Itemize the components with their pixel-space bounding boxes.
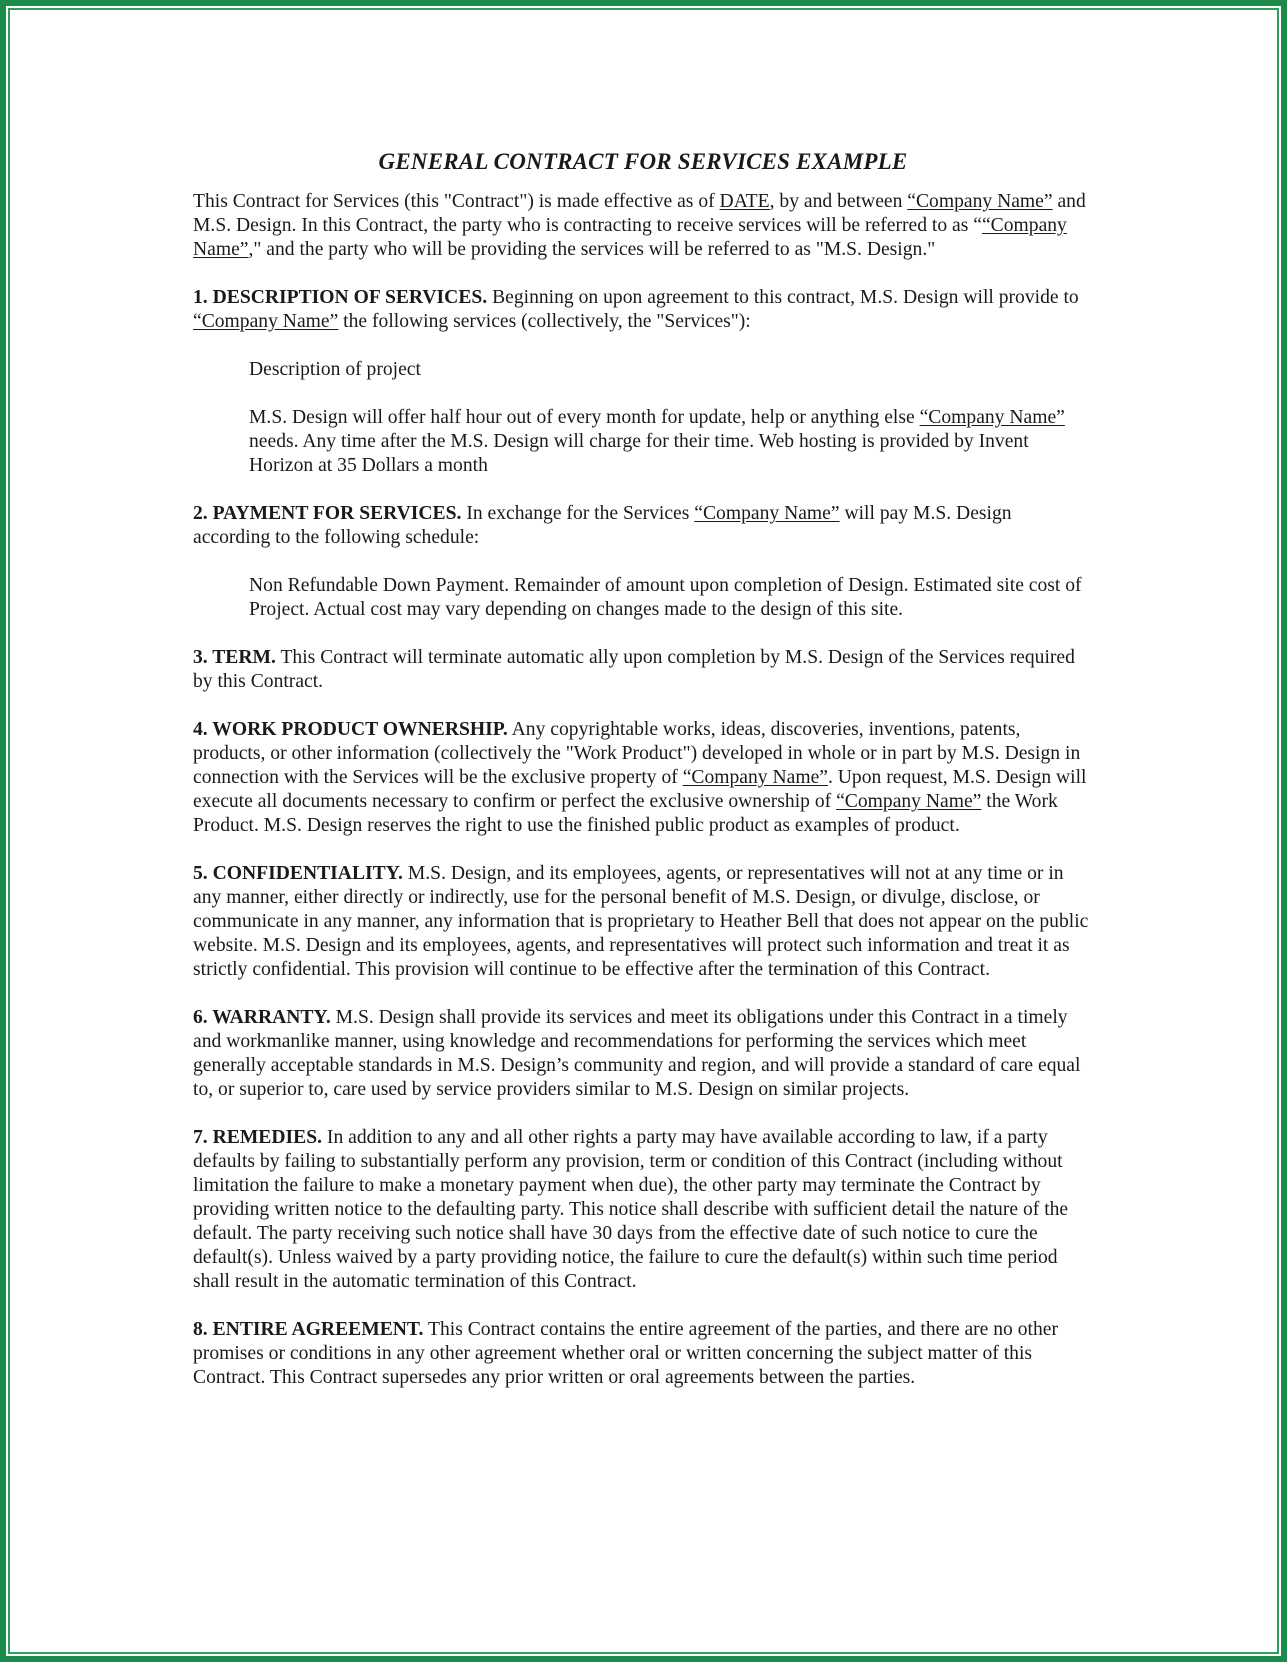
intro-paragraph: This Contract for Services (this "Contract") is made effective as of DATE, by and between “Company Name” and M.S. Design. In this Contract, the party who is contracting to receive services will be referred to as ““Company Name”," and the party who will be providing the services will be referred to as "M.S. Design." (193, 191, 1086, 260)
section-heading: 7. REMEDIES. (193, 1127, 323, 1148)
project-description: Description of project (249, 359, 421, 380)
company-name-placeholder: “Company Name” (836, 791, 982, 812)
date-placeholder: DATE (719, 191, 770, 212)
section-heading: 2. PAYMENT FOR SERVICES. (193, 503, 462, 524)
section-heading: 6. WARRANTY. (193, 1007, 331, 1028)
contract-document (193, 150, 1093, 1414)
section-heading: 3. TERM. (193, 647, 276, 668)
company-name-placeholder: “Company Name” (193, 311, 339, 332)
section-heading: 8. ENTIRE AGREEMENT. (193, 1319, 424, 1340)
section-heading: 1. DESCRIPTION OF SERVICES. (193, 287, 488, 308)
section-warranty: 6. WARRANTY. M.S. Design shall provide its services and meet its obligations under this Contract in a timely and workmanlike manner, using knowledge and recommendations for performing the services which meet generally acceptable standards in M.S. Design’s community and region, and will provide a standard of care equal to, or superior to, care used by service providers similar to M.S. Design on similar projects. (193, 1007, 1081, 1100)
company-name-placeholder: “Company Name” (694, 503, 840, 524)
section-description-of-services: 1. DESCRIPTION OF SERVICES. Beginning on upon agreement to this contract, M.S. Design will provide to “Company Name” the following services (collectively, the "Services"): (193, 287, 1079, 332)
document-title: GENERAL CONTRACT FOR SERVICES EXAMPLE (378, 149, 908, 174)
section-work-product-ownership: 4. WORK PRODUCT OWNERSHIP. Any copyrightable works, ideas, discoveries, inventions, patents, products, or other information (collectively the "Work Product") developed in whole or in part by M.S. Design in connection with the Services will be the exclusive property of “Company Name”. Upon request, M.S. Design will execute all documents necessary to confirm or perfect the exclusive ownership of “Company Name” the Work Product. M.S. Design reserves the right to use the finished public product as examples of product. (193, 719, 1087, 836)
company-name-placeholder: “Company Name” (682, 767, 828, 788)
section-heading: 4. WORK PRODUCT OWNERSHIP. (193, 719, 508, 740)
service-details: M.S. Design will offer half hour out of every month for update, help or anything else “Company Name” needs. Any time after the M.S. Design will charge for their time. Web hosting is provided by Invent Horizon at 35 Dollars a month (249, 407, 1065, 476)
section-entire-agreement: 8. ENTIRE AGREEMENT. This Contract contains the entire agreement of the parties, and there are no other promises or conditions in any other agreement whether oral or written concerning the subject matter of this Contract. This Contract supersedes any prior written or oral agreements between the parties. (193, 1319, 1059, 1388)
company-name-placeholder: “Company Name” (193, 215, 1067, 260)
payment-schedule: Non Refundable Down Payment. Remainder of amount upon completion of Design. Estimated site cost of Project. Actual cost may vary depending on changes made to the design of this site. (249, 575, 1082, 620)
section-remedies: 7. REMEDIES. In addition to any and all other rights a party may have available according to law, if a party defaults by failing to substantially perform any provision, term or condition of this Contract (including without limitation the failure to make a monetary payment when due), the other party may terminate the Contract by providing written notice to the defaulting party. This notice shall describe with sufficient detail the nature of the default. The party receiving such notice shall have 30 days from the effective date of such notice to cure the default(s). Unless waived by a party providing notice, the failure to cure the default(s) within such time period shall result in the automatic termination of this Contract. (193, 1127, 1069, 1292)
company-name-placeholder: “Company Name” (907, 191, 1053, 212)
section-heading: 5. CONFIDENTIALITY. (193, 863, 403, 884)
section-term: 3. TERM. This Contract will terminate automatic ally upon completion by M.S. Design of the Services required by this Contract. (193, 647, 1075, 692)
company-name-placeholder: “Company Name” (919, 407, 1065, 428)
section-confidentiality: 5. CONFIDENTIALITY. M.S. Design, and its employees, agents, or representatives will not at any time or in any manner, either directly or indirectly, use for the personal benefit of M.S. Design, or divulge, disclose, or communicate in any manner, any information that is proprietary to Heather Bell that does not appear on the public website. M.S. Design and its employees, agents, and representatives will protect such information and treat it as strictly confidential. This provision will continue to be effective after the termination of this Contract. (193, 863, 1089, 980)
section-payment-for-services: 2. PAYMENT FOR SERVICES. In exchange for the Services “Company Name” will pay M.S. Design according to the following schedule: (193, 503, 1012, 548)
